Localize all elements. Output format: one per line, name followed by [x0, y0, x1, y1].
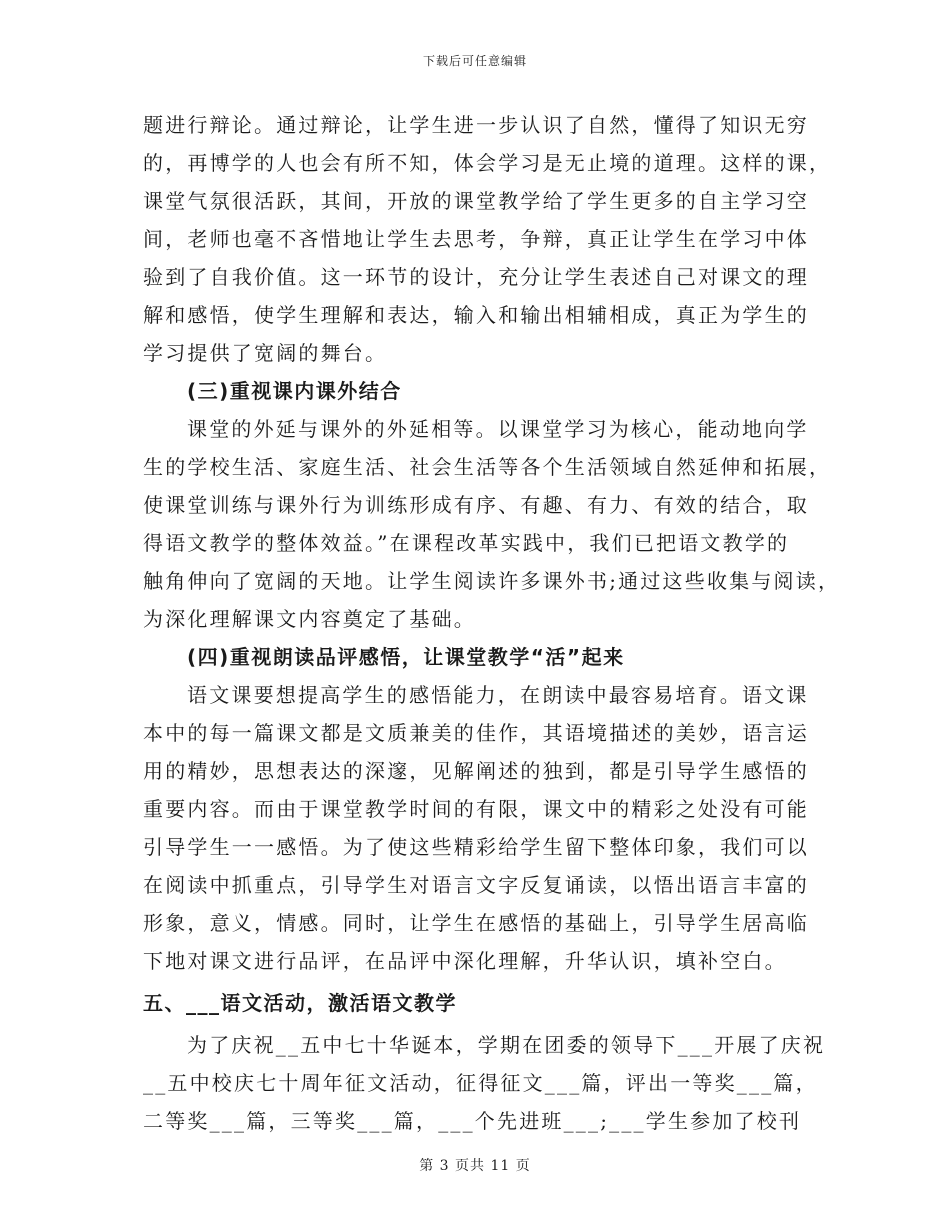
page-footer: 第 3 页共 11 页 [419, 1158, 531, 1174]
text-line: 验到了自我价值。这一环节的设计，充分让学生表述自己对课文的理 [143, 265, 809, 289]
text-line: 本中的每一篇课文都是文质兼美的佳作，其语境描述的美妙，语言运 [143, 721, 809, 745]
text-line: 的，再博学的人也会有所不知，体会学习是无止境的道理。这样的课， [143, 151, 832, 175]
text-line: 为深化理解课文内容奠定了基础。 [143, 607, 476, 631]
text-line: 课堂的外延与课外的外延相等。以课堂学习为核心，能动地向学 [187, 417, 809, 441]
text-line: 重要内容。而由于课堂教学时间的有限，课文中的精彩之处没有可能 [143, 797, 809, 821]
text-line: 学习提供了宽阔的舞台。 [143, 341, 388, 365]
text-line: 在阅读中抓重点，引导学生对语言文字反复诵读，以悟出语言丰富的 [143, 873, 809, 897]
text-line: 生的学校生活、家庭生活、社会生活等各个生活领域自然延伸和拓展， [143, 455, 832, 479]
text-line: 形象，意义，情感。同时，让学生在感悟的基础上，引导学生居高临 [143, 911, 809, 935]
text-line: 题进行辩论。通过辩论，让学生进一步认识了自然，懂得了知识无穷 [143, 113, 809, 137]
text-line: 解和感悟，使学生理解和表达，输入和输出相辅相成，真正为学生的 [143, 303, 809, 327]
document-body [143, 106, 841, 1140]
text-line: 间，老师也毫不吝惜地让学生去思考，争辩，真正让学生在学习中体 [143, 227, 809, 251]
text-line: 使课堂训练与课外行为训练形成有序、有趣、有力、有效的结合，取 [143, 493, 809, 517]
section-heading-3: (三)重视课内课外结合 [187, 379, 402, 403]
text-line: 语文课要想提高学生的感悟能力，在朗读中最容易培育。语文课 [187, 683, 809, 707]
text-line: 为了庆祝__五中七十华诞本，学期在团委的领导下___开展了庆祝 [187, 1033, 826, 1057]
text-line: 得语文教学的整体效益。”在课程改革实践中，我们已把语文教学的 [143, 531, 790, 555]
section-heading-4: (四)重视朗读品评感悟，让课堂教学“活”起来 [187, 645, 625, 669]
text-line: __五中校庆七十周年征文活动，征得征文___篇，评出一等奖___篇， [143, 1071, 818, 1095]
text-line: 二等奖___篇，三等奖___篇，___个先进班___;___学生参加了校刊 [143, 1109, 802, 1133]
text-line: 下地对课文进行品评，在品评中深化理解，升华认识，填补空白。 [143, 949, 787, 973]
text-line: 引导学生一一感悟。为了使这些精彩给学生留下整体印象，我们可以 [143, 835, 809, 859]
text-line: 用的精妙，思想表达的深邃，见解阐述的独到，都是引导学生感悟的 [143, 759, 809, 783]
section-heading-5: 五、___语文活动，激活语文教学 [143, 991, 457, 1015]
text-line: 课堂气氛很活跃，其间，开放的课堂教学给了学生更多的自主学习空 [143, 189, 809, 213]
page-header: 下载后可任意编辑 [422, 54, 527, 68]
text-line: 触角伸向了宽阔的天地。让学生阅读许多课外书;通过这些收集与阅读， [143, 569, 841, 593]
